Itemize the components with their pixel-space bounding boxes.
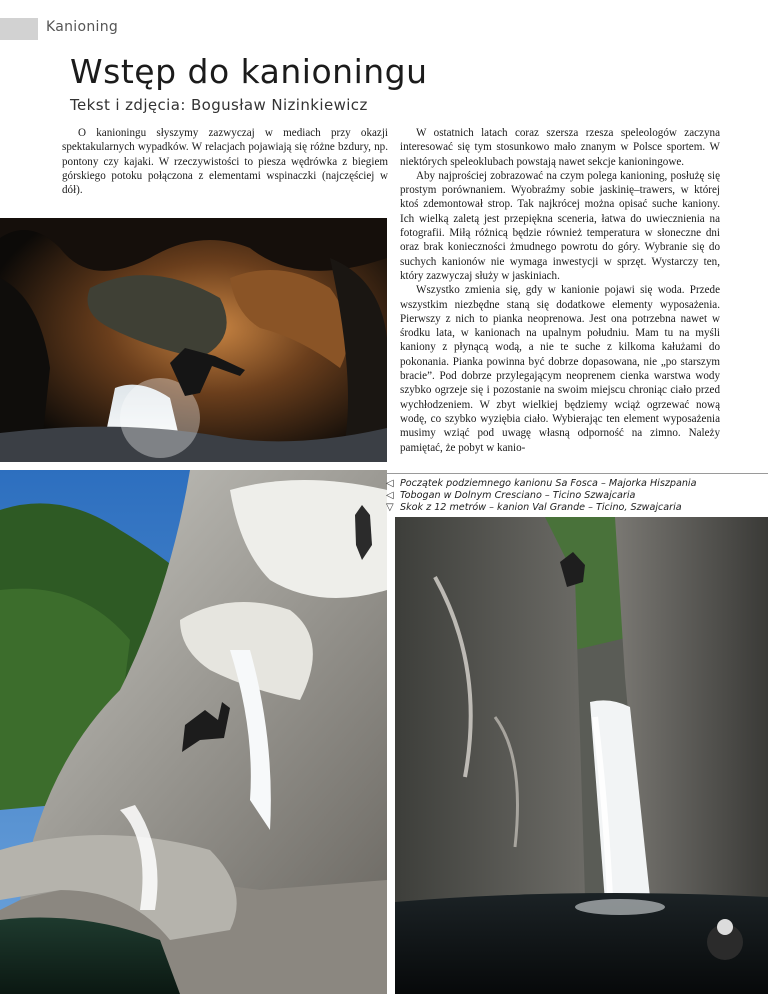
section-name: Kanioning [46,19,119,35]
caption-divider [386,473,768,474]
paragraph: W ostatnich latach coraz szersza rzesza speleologów zaczyna interesować się tym stosunkowo mało znanym w Polsce sportem. W niektórych speleoklubach powstają nawet sekcje kanioningowe. [400,127,720,168]
caption-text: Początek podziemnego kanionu Sa Fosca – Majorka Hiszpania [400,478,697,489]
caption-arrow-icon: ◁ [386,478,394,489]
photo-captions [386,478,768,515]
article-column-left [62,126,388,197]
caption-text: Tobogan w Dolnym Cresciano – Ticino Szwajcaria [400,490,636,502]
section-tab-marker [0,18,38,40]
article-title: Wstęp do kanioningu [70,52,428,91]
paragraph: Wszystko zmienia się, gdy w kanionie pojawi się woda. Przede wszystkim niezbędne staną się dodatkowe elementy wyposażenia. Pierwszy z nich to pianka neoprenowa. Jest ona potrzebna nawet w środku lata, w kanionach na upalnym południu. Mam tu na myśli kaniony z płynącą wodą, a nie te suche z kilkoma kałużami do pokonania. Pianka powinna być dobrze dopasowana, nie „po starszym bracie”. Pod dobrze przylegającym neoprenem cienka warstwa wody szybko ogrzeje się i pozostanie na swoim miejscu chroniąc ciało przed wychłodzeniem. W zbyt wielkiej będziemy wciąż ogrzewać nową wodę, co szybko wyziębia ciało. Wybierając ten element wyposażenia musimy wziąć pod uwagę własną odporność na zimno. Należy pamiętać, że pobyt w kanio- [400,284,720,454]
photo-val-grande-waterfall [395,517,768,994]
photo-cresciano-slide [0,470,387,994]
article-byline: Tekst i zdjęcia: Bogusław Nizinkiewicz [70,96,368,114]
caption-text: Skok z 12 metrów – kanion Val Grande – Ticino, Szwajcaria [400,502,682,514]
caption [386,490,768,502]
caption-arrow-icon: ▽ [386,502,394,514]
caption [386,502,768,514]
article-column-right [400,126,720,470]
photo-underground-canyon [0,218,387,462]
paragraph: O kanioningu słyszymy zazwyczaj w mediach przy okazji spektakularnych wypadków. W relacjach pojawiają się różne bzdury, np. pontony czy kajaki. W rzeczywistości to piesza wędrówka z biegiem górskiego potoku połączona z elementami wspinaczki (najczęściej w dół). [62,127,388,197]
paragraph: Aby najprościej zobrazować na czym polega kanioning, posłużę się prostym porównaniem. Wyobraźmy sobie jaskinię–trawers, w której ktoś zdemontował strop. Tak najkrócej można opisać suche kaniony. Ich wielką zaletą jest przepiękna sceneria, łatwa do uwiecznienia na fotografii. Miłą różnicą będzie również temperatura w słoneczne dni oraz brak konieczności żmudnego powrotu do góry. Wybranie się do suchych kanionów nie wymaga inwestycji w sprzęt. Wystarczy ten, który zazwyczaj służy w jaskiniach. [400,169,720,282]
caption-arrow-icon: ◁ [386,490,394,502]
caption [386,478,768,490]
